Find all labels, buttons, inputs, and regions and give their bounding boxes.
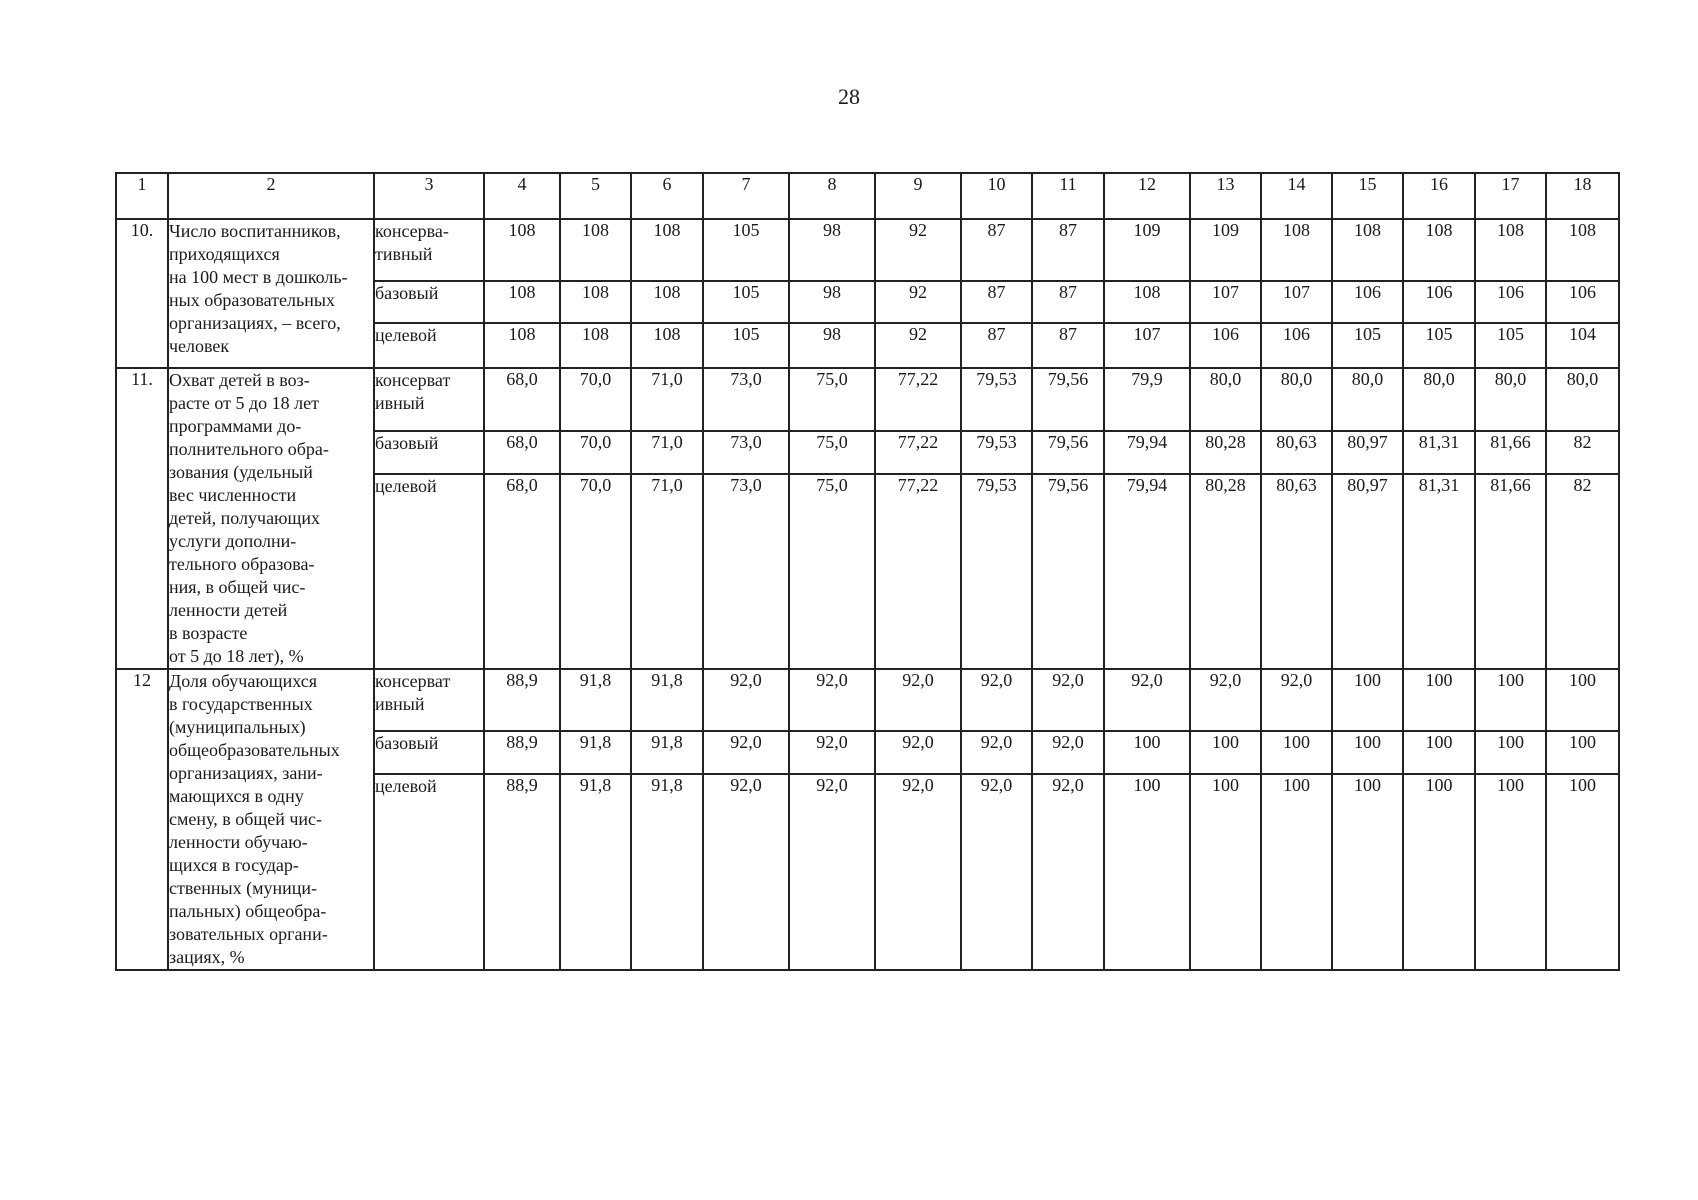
value-cell: 92,0 [1104,669,1190,731]
indicator-name-line: на 100 мест в дошколь- [169,267,348,287]
scenario-label [374,669,484,731]
value-cell: 108 [560,219,631,281]
value-cell: 100 [1190,774,1261,970]
value-cell: 109 [1190,219,1261,281]
scenario-label-line: ивный [375,393,425,413]
header-cell: 6 [631,173,703,219]
value-cell: 108 [1332,219,1403,281]
indicator-name-line: Число воспитанников, [169,221,341,241]
value-cell: 92,0 [961,731,1032,773]
value-cell: 100 [1261,774,1332,970]
scenario-label [374,368,484,431]
indicator-name-line: ния, в общей чис- [169,577,306,597]
indicator-name-line: зования (удельный [169,462,313,482]
table-row [116,219,1619,281]
indicator-name-line: ственных (муници- [169,878,318,898]
value-cell: 80,97 [1332,431,1403,474]
value-cell: 79,53 [961,431,1032,474]
value-cell: 88,9 [484,774,560,970]
value-cell: 106 [1403,281,1475,323]
indicator-name-line: щихся в государ- [169,855,299,875]
value-cell: 81,66 [1475,431,1546,474]
indicator-name-line: зациях, % [169,947,245,967]
value-cell: 100 [1546,669,1619,731]
header-cell: 10 [961,173,1032,219]
value-cell: 91,8 [560,774,631,970]
value-cell: 81,31 [1403,474,1475,669]
indicator-name-line: приходящихся [169,244,280,264]
indicators-table [115,172,1620,971]
value-cell: 70,0 [560,474,631,669]
indicator-name-line: Доля обучающихся [169,671,318,691]
header-cell: 3 [374,173,484,219]
value-cell: 105 [703,323,789,368]
value-cell: 87 [1032,323,1104,368]
row-index: 10. [116,219,168,368]
indicator-name-line: расте от 5 до 18 лет [169,393,319,413]
value-cell: 88,9 [484,731,560,773]
scenario-label [374,774,484,970]
indicator-name [168,368,374,669]
value-cell: 108 [1261,219,1332,281]
value-cell: 79,53 [961,368,1032,431]
indicator-name-line: детей, получающих [169,508,320,528]
header-cell: 1 [116,173,168,219]
indicator-name-line: зовательных органи- [169,924,328,944]
value-cell: 75,0 [789,474,875,669]
scenario-label [374,281,484,323]
indicator-name-line: (муниципальных) [169,717,306,737]
value-cell: 98 [789,323,875,368]
value-cell: 75,0 [789,431,875,474]
value-cell: 100 [1475,669,1546,731]
value-cell: 100 [1104,731,1190,773]
value-cell: 100 [1261,731,1332,773]
indicator-name-line: ленности обучаю- [169,832,308,852]
value-cell: 108 [1475,219,1546,281]
value-cell: 77,22 [875,474,961,669]
value-cell: 92,0 [961,774,1032,970]
indicator-name-line: программами до- [169,416,302,436]
indicator-name-line: организациях, – всего, [169,313,341,333]
value-cell: 80,0 [1261,368,1332,431]
value-cell: 82 [1546,431,1619,474]
indicator-name-line: услуги дополни- [169,531,297,551]
value-cell: 105 [703,281,789,323]
header-cell: 14 [1261,173,1332,219]
value-cell: 92,0 [1032,669,1104,731]
value-cell: 108 [631,281,703,323]
value-cell: 106 [1261,323,1332,368]
value-cell: 108 [484,281,560,323]
value-cell: 92,0 [1032,774,1104,970]
indicator-name-line: в возрасте [169,623,248,643]
value-cell: 68,0 [484,474,560,669]
value-cell: 80,0 [1403,368,1475,431]
header-row [116,173,1619,219]
header-cell: 13 [1190,173,1261,219]
header-cell: 4 [484,173,560,219]
value-cell: 80,28 [1190,474,1261,669]
value-cell: 100 [1104,774,1190,970]
value-cell: 81,31 [1403,431,1475,474]
row-index: 12 [116,669,168,970]
scenario-label [374,731,484,773]
indicator-name-line: в государственных [169,694,313,714]
value-cell: 91,8 [631,731,703,773]
value-cell: 92,0 [875,669,961,731]
value-cell: 105 [1403,323,1475,368]
value-cell: 77,22 [875,368,961,431]
value-cell: 92,0 [961,669,1032,731]
value-cell: 106 [1475,281,1546,323]
header-cell: 8 [789,173,875,219]
value-cell: 71,0 [631,474,703,669]
header-cell: 9 [875,173,961,219]
value-cell: 71,0 [631,368,703,431]
value-cell: 106 [1332,281,1403,323]
value-cell: 108 [560,281,631,323]
value-cell: 73,0 [703,368,789,431]
value-cell: 71,0 [631,431,703,474]
value-cell: 92 [875,219,961,281]
value-cell: 92,0 [875,731,961,773]
header-cell: 7 [703,173,789,219]
value-cell: 100 [1546,774,1619,970]
scenario-label [374,323,484,368]
value-cell: 91,8 [560,669,631,731]
value-cell: 108 [1546,219,1619,281]
value-cell: 108 [631,219,703,281]
value-cell: 108 [484,219,560,281]
header-cell: 18 [1546,173,1619,219]
header-cell: 15 [1332,173,1403,219]
value-cell: 80,97 [1332,474,1403,669]
indicator-name-line: общеобразовательных [169,740,340,760]
value-cell: 70,0 [560,368,631,431]
value-cell: 100 [1403,731,1475,773]
value-cell: 87 [961,281,1032,323]
value-cell: 100 [1403,669,1475,731]
value-cell: 80,63 [1261,474,1332,669]
value-cell: 100 [1190,731,1261,773]
scenario-label-line: консерват [375,370,451,390]
indicator-name [168,669,374,970]
scenario-label-line: ивный [375,694,425,714]
scenario-label-line: консерва- [375,221,449,241]
value-cell: 106 [1190,323,1261,368]
value-cell: 92,0 [789,669,875,731]
value-cell: 92 [875,281,961,323]
value-cell: 87 [961,323,1032,368]
scenario-label-line: целевой [375,475,437,496]
value-cell: 92,0 [703,669,789,731]
value-cell: 108 [1403,219,1475,281]
value-cell: 105 [1475,323,1546,368]
value-cell: 107 [1261,281,1332,323]
value-cell: 92,0 [1190,669,1261,731]
value-cell: 91,8 [560,731,631,773]
value-cell: 100 [1332,774,1403,970]
table-row [116,669,1619,731]
value-cell: 92,0 [1032,731,1104,773]
value-cell: 91,8 [631,669,703,731]
table-row [116,368,1619,431]
value-cell: 77,22 [875,431,961,474]
header-cell: 11 [1032,173,1104,219]
value-cell: 109 [1104,219,1190,281]
header-cell: 16 [1403,173,1475,219]
indicator-name-line: ных образовательных [169,290,335,310]
scenario-label [374,474,484,669]
value-cell: 80,0 [1475,368,1546,431]
value-cell: 100 [1475,731,1546,773]
indicator-name-line: от 5 до 18 лет), % [169,646,304,666]
value-cell: 80,0 [1190,368,1261,431]
indicator-name-line: вес численности [169,485,297,505]
header-cell: 12 [1104,173,1190,219]
value-cell: 100 [1546,731,1619,773]
value-cell: 108 [631,323,703,368]
indicator-name-line: организациях, зани- [169,763,323,783]
value-cell: 100 [1403,774,1475,970]
value-cell: 73,0 [703,474,789,669]
value-cell: 70,0 [560,431,631,474]
value-cell: 92,0 [703,774,789,970]
scenario-label [374,219,484,281]
indicator-name-line: человек [169,336,230,356]
value-cell: 92,0 [1261,669,1332,731]
value-cell: 105 [703,219,789,281]
value-cell: 108 [560,323,631,368]
value-cell: 79,53 [961,474,1032,669]
value-cell: 81,66 [1475,474,1546,669]
scenario-label-line: базовый [375,283,439,303]
value-cell: 80,0 [1332,368,1403,431]
scenario-label [374,431,484,474]
scenario-label-line: целевой [375,775,437,796]
value-cell: 91,8 [631,774,703,970]
value-cell: 79,56 [1032,368,1104,431]
value-cell: 108 [1104,281,1190,323]
header-cell: 17 [1475,173,1546,219]
value-cell: 107 [1104,323,1190,368]
value-cell: 100 [1475,774,1546,970]
value-cell: 100 [1332,731,1403,773]
value-cell: 98 [789,281,875,323]
value-cell: 80,0 [1546,368,1619,431]
scenario-label-line: консерват [375,671,451,691]
indicator-name-line: мающихся в одну [169,786,304,806]
indicator-name [168,219,374,368]
value-cell: 108 [484,323,560,368]
indicator-name-line: тельного образова- [169,554,315,574]
value-cell: 87 [961,219,1032,281]
value-cell: 87 [1032,219,1104,281]
page-number: 28 [838,84,860,109]
value-cell: 92,0 [703,731,789,773]
indicator-name-line: Охват детей в воз- [169,370,310,390]
value-cell: 106 [1546,281,1619,323]
indicator-name-line: полнительного обра- [169,439,329,459]
value-cell: 92,0 [875,774,961,970]
value-cell: 68,0 [484,368,560,431]
value-cell: 107 [1190,281,1261,323]
header-cell: 2 [168,173,374,219]
value-cell: 104 [1546,323,1619,368]
value-cell: 79,94 [1104,431,1190,474]
header-cell: 5 [560,173,631,219]
value-cell: 80,63 [1261,431,1332,474]
value-cell: 92,0 [789,731,875,773]
indicator-name-line: смену, в общей чис- [169,809,323,829]
value-cell: 105 [1332,323,1403,368]
value-cell: 100 [1332,669,1403,731]
value-cell: 88,9 [484,669,560,731]
value-cell: 87 [1032,281,1104,323]
value-cell: 68,0 [484,431,560,474]
value-cell: 79,9 [1104,368,1190,431]
value-cell: 80,28 [1190,431,1261,474]
value-cell: 73,0 [703,431,789,474]
indicator-name-line: пальных) общеобра- [169,901,327,921]
value-cell: 79,94 [1104,474,1190,669]
value-cell: 79,56 [1032,474,1104,669]
value-cell: 92 [875,323,961,368]
row-index: 11. [116,368,168,669]
value-cell: 75,0 [789,368,875,431]
value-cell: 82 [1546,474,1619,669]
scenario-label-line: тивный [375,244,433,264]
value-cell: 98 [789,219,875,281]
value-cell: 92,0 [789,774,875,970]
value-cell: 79,56 [1032,431,1104,474]
indicator-name-line: ленности детей [169,600,288,620]
scenario-label-line: базовый [375,433,439,454]
scenario-label-line: базовый [375,733,439,754]
scenario-label-line: целевой [375,325,437,345]
